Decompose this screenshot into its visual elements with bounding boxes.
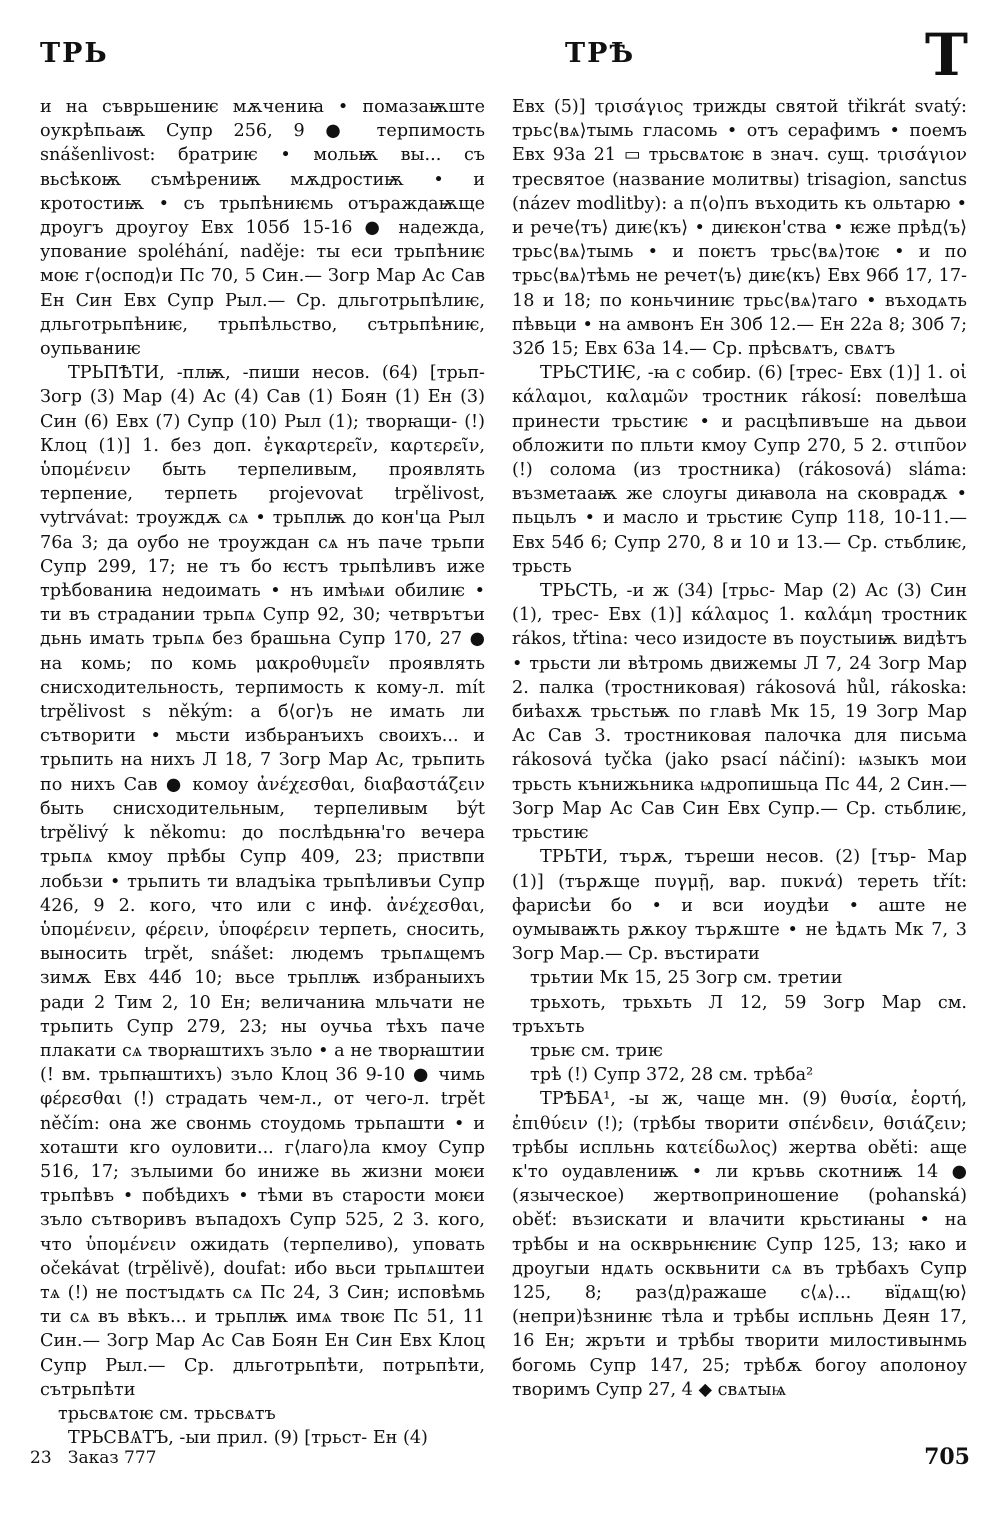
entry-trsvyat-continuation: Евх (5)] τρισάγιος трижды святой třikrát svatý: трьс⟨вѧ⟩тымь гласомь • отъ серафимъ • поемъ Евх 93а 21 ▭ трьсвѧтоѥ в знач. сущ. τρισάγιον тресвятое (название молитвы) trisagion, sanctus (název modlitby): а п⟨о⟩пъ въходить къ ольтарю • и рече⟨тъ⟩ диѥ⟨къ⟩ • диѥкон'ства • ѥже прѣд⟨ъ⟩ трьс⟨вѧ⟩тымь • и поѥтъ трьс⟨вѧ⟩тоѥ • и по трьс⟨вѧ⟩тѣмь не речет⟨ъ⟩ диѥ⟨къ⟩ Евх 96б 17, 17-18 и 18; по коньчиниѥ трьс⟨вѧ⟩таго • въходѧть пѣвьци • на амвонъ Ен 30б 12.— Ен 22а 8; 30б 7; 32б 15; Евх 63а 14.— Ср. прѣсвѧтъ, свѧтъ <box>512 97 967 360</box>
section-letter: Т <box>924 21 968 89</box>
page-number: 705 <box>924 1444 970 1470</box>
page-header <box>30 21 980 90</box>
right-column <box>512 95 967 1402</box>
entry-trpeti: ТРЬПѢТИ, -плѭ, -пиши несов. (64) [трьп- Зогр (3) Мар (4) Ас (4) Сав (1) Боян (1) Ен (3) Син (6) Евх (7) Супр (10) Рыл (1); творꙗщи- (!) Клоц (1)] 1. без доп. ἐγκαρτερεῖν, καρτερεῖν, ὑπομένειν быть терпеливым, проявлять терпение, терпеть projevovat trpělivost, vytrvávat: троуждѫ сѧ • трьплѭ до кон'ца Рыл 76а 3; да оубо не троуждан сѧ нъ паче трьпи Супр 299, 17; не тъ бо ѥстъ трьпѣливъ иже трѣбованиꙗ недоимать • нъ имѣѩи обилиѥ • ти въ страдании трьпѧ Супр 92, 30; четврътъи дьнь имать трьпѧ без брашьна Супр 170, 27 ● на комь; по комь μακροθυμεῖν проявлять снисходительность, терпимость к кому-л. mít trpělivost s někým: а б⟨ог⟩ъ не имать ли сътворити • мьсти избьранъихъ своихъ... и трьпить на нихъ Л 18, 7 Зогр Мар Ас, трьпить по нихъ Сав ● комоу ἀνέχεσθαι, διαβαστάζειν быть снисходительным, терпеливым být trpělivý k někomu: до послѣдьнꙗ'го вечера трьпѧ кмоу прѣбы Супр 409, 23; приствпи лобьзи • трьпить ти владъіка трьпѣливъи Супр 426, 9 2. кого, что или с инф. ἀνέχεσθαι, ὑπομένειν, φέρειν, ὑποφέρειν терпеть, сносить, выносить trpět, snášet: людемъ трьпѧщемъ зимѫ Евх 44б 10; вьсе трьплѭ избраныихъ ради 2 Тим 2, 10 Ен; величаниꙗ мльчати не трьпить Супр 279, 23; ны оучьа тѣхъ паче плакати сѧ творꙗштихъ зъло • а не творꙗштии (! вм. трьпꙗштихъ) зъло Клоц 36 9-10 ● чимь φέρεσθαι (!) страдать чем-л., от чего-л. trpět něčím: она же свонмь стоудомь трьпашти • и хоташти кго оуловити... г⟨лаго⟩ла кмоу Супр 516, 17; зълыими бо иниже вь жизни моѥи трьпѣвъ • побѣдихъ • тѣми въ старости моѥи зъло сътворивъ въпадохъ Супр 525, 2 3. кого, что ὑπομένειν ожидать (терпеливо), уповать očekávat (trpělivě), doufat: ибо вьси трьпѧштеи тѧ (!) не постъıдѧть сѧ Пс 24, 3 Син; исповѣмь ти сѧ въ вѣкъ... и трьплѭ имѧ твоѥ Пс 51, 11 Син.— Зогр Мар Ас Сав Боян Ен Син Евх Клоц Супр Рыл.— Ср. дльготрьпѣти, потрьпѣти, сътрьпѣти <box>40 363 485 1400</box>
page-footer <box>30 1444 970 1478</box>
order-number: Заказ 777 <box>67 1448 157 1468</box>
entry-trsvyat-start: ТРЬСВѦТЪ, -ыи прил. (9) [трьст- Ен (4) <box>68 1428 428 1449</box>
signature-number: 23 <box>30 1448 52 1468</box>
entry-treba: ТРѢБА¹, -ы ж, чаще мн. (9) θυσία, ἑορτή, ἐπιθύειν (!); (трѣбы творити σπένδειν, θσιάζειν; трѣбы испльнь κατείδωλος) жертва oběti: аще к'то оудавлениѭ • ли кръвь скотниѭ 14 ● (языческое) жертвоприношение (pohanská) oběť: възискати и влачити крьстиꙗны • на трѣбы и на оскврьнѥниѥ Супр 125, 13; ꙗко и дроугыи ндѧть осквьнити сѧ въ трѣбахъ Супр 125, 8; раз⟨д⟩ражаше с⟨ѧ⟩... вїдѧщ⟨ю⟩ (непри)ѣзнинѥ тѣла и трѣбы испльнь Деян 17, 16 Ен; жръти и трѣбы творити милостивынмь богомь Супр 147, 25; трѣбѫ богоу аполоноу творимъ Супр 27, 4 ◆ свѧтыѩ <box>512 1089 967 1400</box>
entry-trti: ТРЬТИ, търѫ, търеши несов. (2) [тър- Мар (1)] (търѫще πυγμῇ, вар. πυκνά) тереть třít: фарисѣи бо • и вси иоудѣи • аште не оумываѭть рѫкоу търѫште • не ѣдѧть Мк 7, 3 Зогр Мар.— Ср. въстирати <box>512 847 967 965</box>
running-head-left: ТРЬ <box>40 38 109 69</box>
entry-crossref-tre: трѣ (!) Супр 372, 28 см. трѣба² <box>530 1065 814 1086</box>
entry-crossref-trtii: трьтии Мк 15, 25 Зогр см. третии <box>530 968 843 989</box>
entry-crossref-trie: трьѥ см. триѥ <box>530 1040 663 1061</box>
entry-crossref-trsvyatoe: трьсвѧтоѥ см. трьсвѧтъ <box>58 1403 276 1424</box>
entry-crossref-trhot: трьхоть, трьхьть Л 12, 59 Зогр Мар см. тръхъть <box>512 992 967 1037</box>
entry-trst: ТРЬСТЬ, -и ж (34) [трьс- Мар (2) Ас (3) Син (1), трес- Евх (1)] κάλαμος 1. καλάμη тростник rákos, třtina: чесо изидосте въ поустыиѭ видѣтъ • трьсти ли вѣтромь движемы Л 7, 24 Зогр Мар 2. палка (тростниковая) rákosová hůl, rákoska: биѣахѫ трьстьѭ по главѣ Мк 15, 19 Зогр Мар Ас Сав 3. тростниковая палочка для письма rákosová tyčka (jako psací náčiní): ѩзыкъ мои трьсть кънижьника ѩдропишьца Пс 44, 2 Син.— Зогр Мар Ас Сав Син Евх Супр.— Ср. стьблиѥ, трьстиѥ <box>512 581 968 844</box>
running-head-center: ТРѢ <box>565 38 636 69</box>
entry-trstie: ТРЬСТИѤ, -ꙗ с собир. (6) [трес- Евх (1)] 1. οἱ κάλαμοι, καλαμῶν тростник rákosí: повелѣша принести трьстиѥ • и расцѣпивъше на дьвои обложити по пльти кмоу Супр 270, 5 2. στιπῦον (!) солома (из тростника) (rákosová) sláma: възметааѭ же слоугы диꙗвола на сковрадѫ • пьцьлъ • и масло и трьстиѥ Супр 118, 10-11.— Евх 54б 6; Супр 270, 8 и 10 и 13.— Ср. стьблиѥ, трьсть <box>512 363 967 577</box>
entry-continuation: и на съврьшениѥ мѫчениꙗ • помазаѭште оукрѣпьаѭ Супр 256, 9 ● терпимость snášenlivost: братриѥ • мольѭ вы... съ вьсѣкоѭ съмѣрениѭ мѫдростиѭ • и кротостиѭ • съ трьпѣниѥмь отъраждаѭще дроугъ дроугоу Евх 105б 15-16 ● надежда, упование spoléhání, naděje: ты еси трьпѣниѥ моѥ г⟨оспод⟩и Пс 70, 5 Син.— Зогр Мар Ас Сав Ен Син Евх Супр Рыл.— Ср. дльготрьпѣлиѥ, дльготрьпѣниѥ, трьпѣльство, сътрьпѣниѥ, оупьваниѥ <box>40 97 485 360</box>
left-column <box>40 95 485 1450</box>
footer-signature <box>30 1448 156 1468</box>
